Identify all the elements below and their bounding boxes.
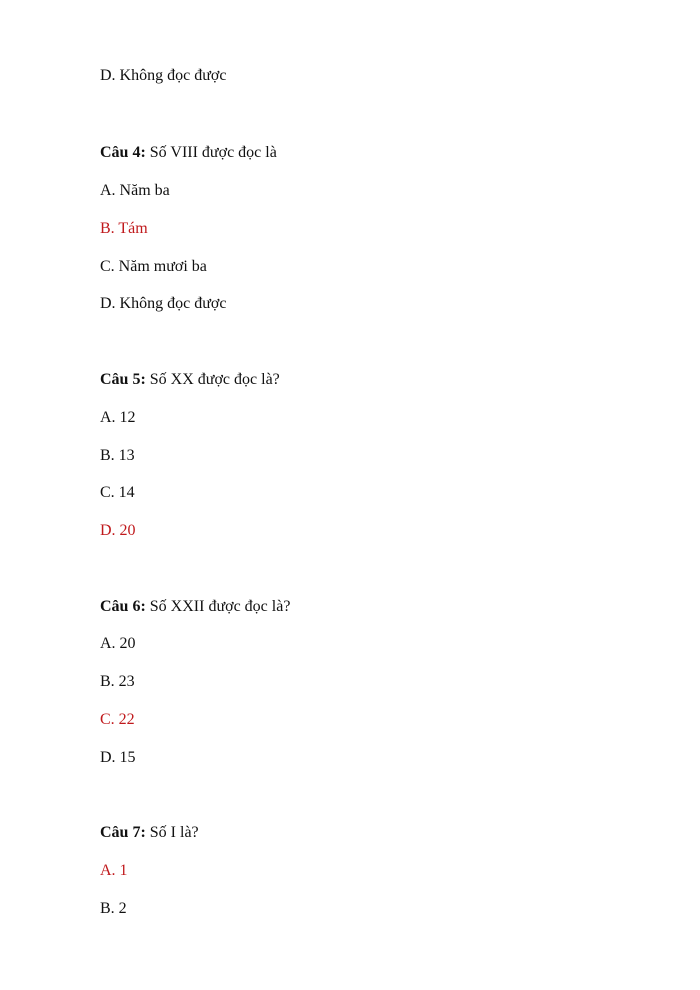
question-6 <box>100 597 290 617</box>
leading-option: D. Không đọc được <box>100 67 227 84</box>
option-q6-d: D. 15 <box>100 749 136 766</box>
question-text: Số XXII được đọc là? <box>145 598 291 615</box>
option-q4-b-correct: B. Tám <box>100 220 148 237</box>
question-4 <box>100 143 277 163</box>
option-q7-a-correct: A. 1 <box>100 862 128 879</box>
option-q5-a: A. 12 <box>100 409 136 426</box>
question-label: Câu 4: <box>100 144 146 161</box>
option-q6-a: A. 20 <box>100 635 136 652</box>
question-text: Số XX được đọc là? <box>145 371 280 388</box>
option-q6-b: B. 23 <box>100 673 135 690</box>
option-q5-b: B. 13 <box>100 447 135 464</box>
question-label: Câu 7: <box>100 824 146 841</box>
option-q5-c: C. 14 <box>100 484 135 501</box>
option-q4-d: D. Không đọc được <box>100 295 227 312</box>
question-label: Câu 5: <box>100 371 146 388</box>
option-q4-a: A. Năm ba <box>100 182 170 199</box>
question-label: Câu 6: <box>100 598 146 615</box>
option-q7-b: B. 2 <box>100 900 127 917</box>
question-5 <box>100 370 280 390</box>
question-text: Số VIII được đọc là <box>145 144 277 161</box>
option-q5-d-correct: D. 20 <box>100 522 136 539</box>
option-q4-c: C. Năm mươi ba <box>100 258 207 275</box>
question-text: Số I là? <box>145 824 199 841</box>
option-q6-c-correct: C. 22 <box>100 711 135 728</box>
question-7 <box>100 823 199 843</box>
